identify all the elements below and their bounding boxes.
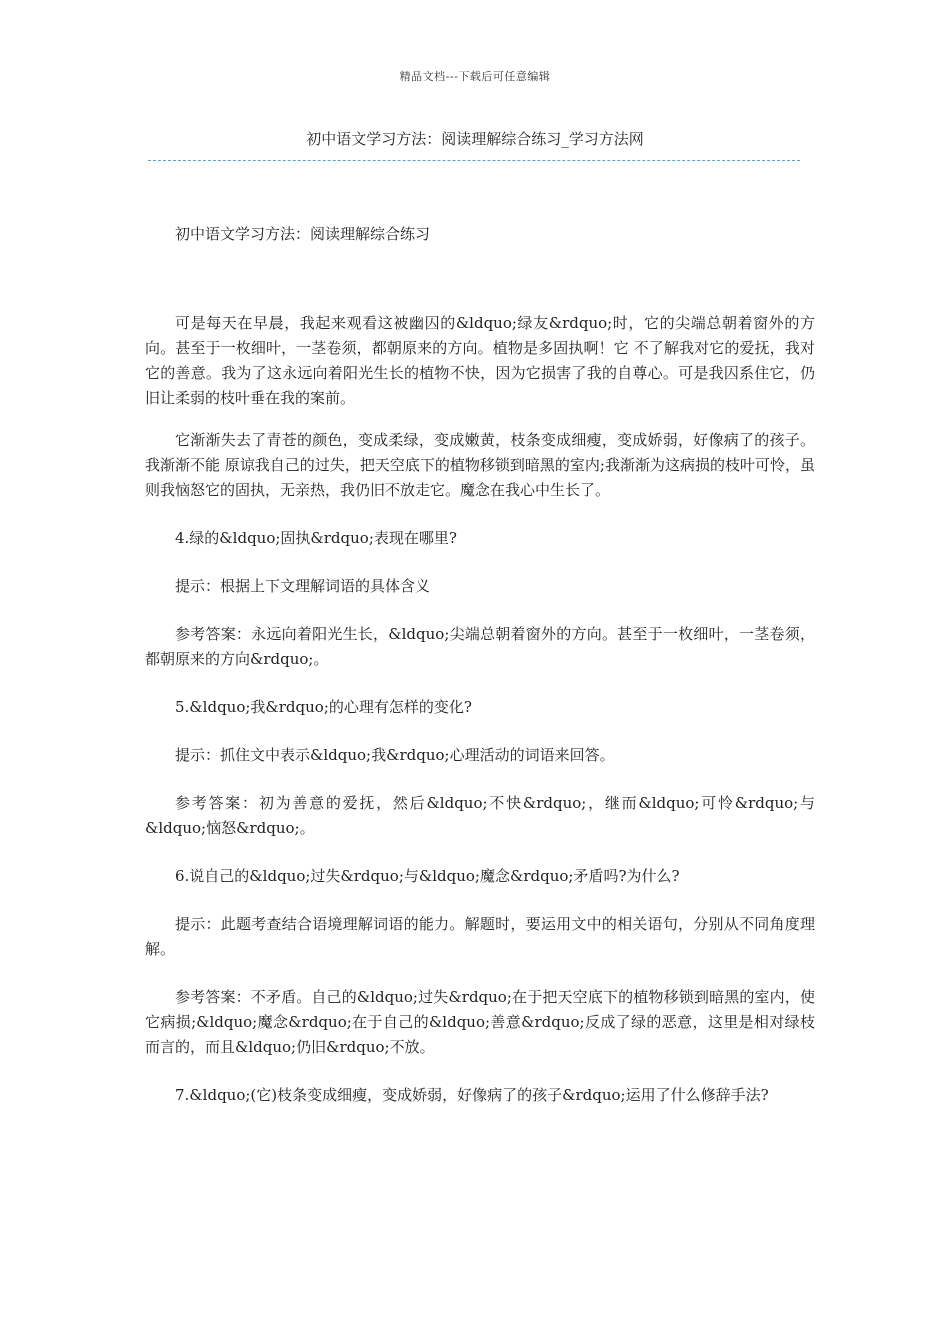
- question-5: 5.&ldquo;我&rdquo;的心理有怎样的变化?: [175, 698, 472, 716]
- question-6-answer: 参考答案：不矛盾。自己的&ldquo;过失&rdquo;在于把天空底下的植物移锁到暗黑的室内，使它病损;&ldquo;魔念&rdquo;在于自己的&ldquo;善意&rdquo;反成了绿的恶意，这里是相对绿枝而言的，而且&ldquo;仍旧&rdquo;不放。: [145, 988, 815, 1056]
- document-title: 初中语文学习方法：阅读理解综合练习_学习方法网: [306, 130, 644, 148]
- article-subtitle: 初中语文学习方法：阅读理解综合练习: [175, 225, 431, 243]
- paragraph-2: 它渐渐失去了青苍的颜色，变成柔绿，变成嫩黄，枝条变成细瘦，变成娇弱，好像病了的孩子。我渐渐不能 原谅我自己的过失，把天空底下的植物移锁到暗黑的室内;我渐渐为这病损的枝叶可怜，虽则我恼怒它的固执，无亲热，我仍旧不放走它。魔念在我心中生长了。: [145, 431, 815, 499]
- question-4: 4.绿的&ldquo;固执&rdquo;表现在哪里?: [175, 529, 457, 547]
- question-6: 6.说自己的&ldquo;过失&rdquo;与&ldquo;魔念&rdquo;矛盾吗?为什么?: [175, 867, 680, 885]
- question-4-hint: 提示：根据上下文理解词语的具体含义: [175, 577, 431, 595]
- question-5-hint: 提示：抓住文中表示&ldquo;我&rdquo;心理活动的词语来回答。: [175, 746, 615, 764]
- question-5-answer: 参考答案：初为善意的爱抚，然后&ldquo;不快&rdquo;，继而&ldquo;可怜&rdquo;与&ldquo;恼怒&rdquo;。: [145, 794, 815, 837]
- question-4-answer: 参考答案：永远向着阳光生长，&ldquo;尖端总朝着窗外的方向。甚至于一枚细叶，一茎卷须，都朝原来的方向&rdquo;。: [145, 625, 815, 668]
- question-7: 7.&ldquo;(它)枝条变成细瘦，变成娇弱，好像病了的孩子&rdquo;运用了什么修辞手法?: [175, 1086, 769, 1104]
- article-body: [145, 222, 815, 1108]
- question-6-hint: 提示：此题考查结合语境理解词语的能力。解题时，要运用文中的相关语句，分别从不同角度理解。: [145, 915, 815, 958]
- paragraph-1: 可是每天在早晨，我起来观看这被幽囚的&ldquo;绿友&rdquo;时，它的尖端总朝着窗外的方向。甚至于一枚细叶，一茎卷须，都朝原来的方向。植物是多固执啊！它 不了解我对它的爱抚，我对它的善意。我为了这永远向着阳光生长的植物不快，因为它损害了我的自尊心。可是我囚系住它，仍旧让柔弱的枝叶垂在我的案前。: [145, 314, 815, 407]
- header-note: 精品文档---下载后可任意编辑: [399, 70, 551, 83]
- dashed-divider: [148, 160, 800, 161]
